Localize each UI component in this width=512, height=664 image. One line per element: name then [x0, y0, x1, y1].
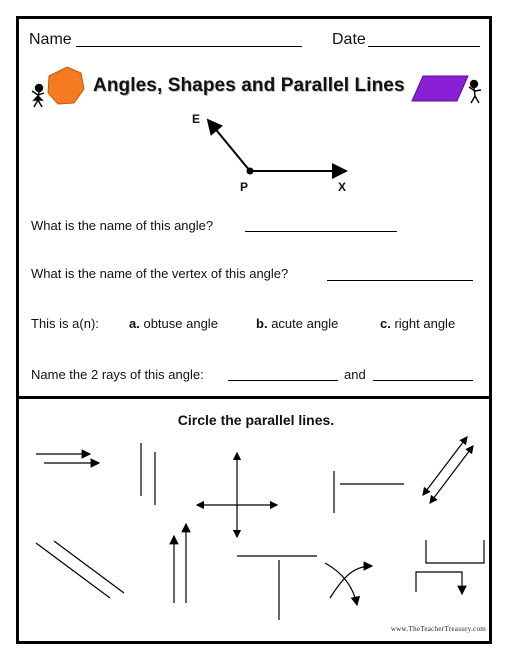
- parallelogram-icon: [412, 76, 468, 101]
- answer-ray-1[interactable]: [228, 380, 338, 381]
- answer-vertex-name[interactable]: [327, 280, 473, 281]
- line-pairs: [36, 437, 484, 620]
- answer-ray-2[interactable]: [373, 380, 473, 381]
- question-angle-type: This is a(n):: [31, 316, 99, 331]
- option-a[interactable]: a. obtuse angle: [129, 316, 218, 331]
- and-label: and: [344, 367, 366, 382]
- date-label: Date: [332, 31, 366, 48]
- question-vertex-name: What is the name of the vertex of this angle?: [31, 266, 289, 281]
- name-label: Name: [29, 31, 72, 48]
- label-x: X: [338, 180, 347, 194]
- label-e: E: [192, 112, 201, 126]
- vertex-point: [247, 168, 254, 175]
- option-c[interactable]: c. right angle: [380, 316, 456, 331]
- option-b[interactable]: b. acute angle: [256, 316, 339, 331]
- question-angle-name: What is the name of this angle?: [31, 218, 214, 233]
- student-left-icon: [32, 85, 44, 108]
- angle-diagram: [208, 120, 346, 175]
- label-p: P: [240, 180, 249, 194]
- page-title: Angles, Shapes and Parallel Lines: [93, 75, 405, 96]
- question-rays: Name the 2 rays of this angle:: [31, 367, 204, 382]
- footer-credit: www.TheTeacherTreasury.com: [390, 625, 486, 633]
- heptagon-icon: [48, 67, 84, 104]
- answer-angle-name[interactable]: [245, 231, 397, 232]
- student-right-icon: [469, 81, 481, 104]
- parallel-instruction: Circle the parallel lines.: [177, 412, 335, 428]
